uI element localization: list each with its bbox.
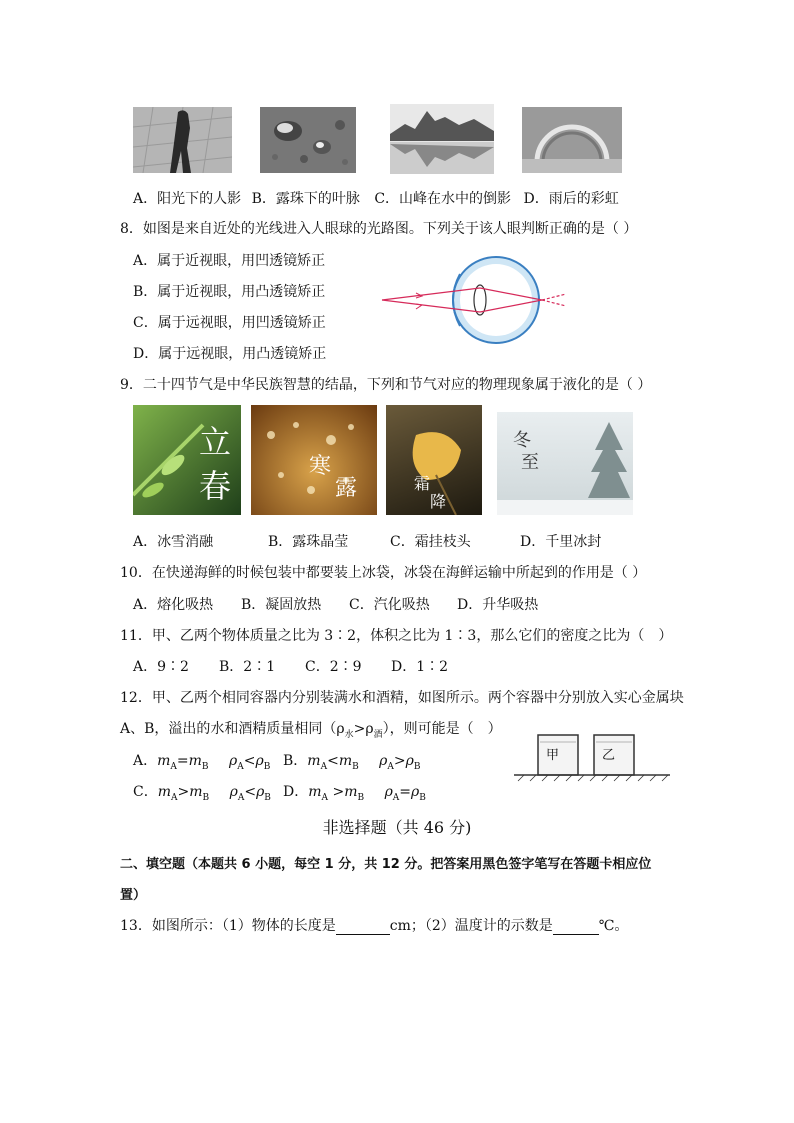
q8-option-c: C．属于远视眼，用凹透镜矫正 (133, 315, 326, 331)
lichun-char-2: 春 (199, 467, 232, 505)
q11-option-b: B．2∶1 (219, 659, 276, 675)
dongzhi-image (497, 412, 633, 515)
q12-option-a: A．$m_A=m_B$ $\rho_A<\rho_B$ (133, 753, 271, 772)
q8-option-b: B．属于近视眼，用凸透镜矫正 (133, 284, 326, 300)
q7-option-d: D．雨后的彩虹 (523, 191, 619, 207)
shadow-photo (133, 107, 232, 173)
q7-option-c: C．山峰在水中的倒影 (374, 191, 512, 207)
q9-option-d: D．千里冰封 (520, 534, 602, 550)
shuangjiang-char-1: 霜 (414, 474, 431, 493)
q11-option-a: A．9∶2 (133, 659, 189, 675)
q12-option-c: C．$m_A>m_B$ $\rho_A<\rho_B$ (133, 784, 271, 803)
lichun-char-1: 立 (199, 423, 232, 461)
q12-stem-line1: 12．甲、乙两个相同容器内分别装满水和酒精，如图所示。两个容器中分别放入实心金属块 (120, 690, 684, 706)
q10-option-a: A．熔化吸热 (133, 597, 214, 613)
container-jia-label: 甲 (546, 748, 560, 763)
q11-stem: 11．甲、乙两个物体质量之比为 3∶2，体积之比为 1∶3，那么它们的密度之比为（ ） (120, 628, 673, 644)
shuangjiang-char-2: 降 (430, 492, 447, 511)
q9-option-b: B．露珠晶莹 (268, 534, 349, 550)
q10-option-c: C．汽化吸热 (349, 597, 430, 613)
q8-option-d: D．属于远视眼，用凸透镜矫正 (133, 346, 327, 362)
q13-blank-1[interactable] (336, 920, 390, 935)
section-heading-line1: 二、填空题（本题共 6 小题，每空 1 分，共 12 分。把答案用黑色签字笔写在答题卡相应位 (120, 857, 652, 872)
eyeball-diagram (376, 252, 576, 348)
q9-stem: 9．二十四节气是中华民族智慧的结晶，下列和节气对应的物理现象属于液化的是（ ） (120, 377, 652, 393)
section-title: 非选择题（共 46 分) (322, 818, 472, 837)
containers-diagram (512, 730, 672, 782)
q13-stem: 13．如图所示：（1）物体的长度是 cm；（2）温度计的示数是 ℃。 (120, 918, 629, 934)
q7-option-a: A．阳光下的人影 (133, 191, 242, 207)
lichun-image (133, 405, 241, 515)
mountain-reflection-photo (390, 104, 494, 174)
section-heading-line2: 置） (120, 888, 147, 903)
shuangjiang-image (386, 405, 482, 515)
q13-blank-2[interactable] (553, 920, 599, 935)
q10-option-b: B．凝固放热 (241, 597, 322, 613)
rainbow-photo (522, 107, 622, 173)
q12-option-d: D．$m_A >m_B$ $\rho_A=\rho_B$ (283, 784, 426, 803)
dew-leaf-photo (260, 107, 356, 173)
q11-option-c: C．2∶9 (305, 659, 362, 675)
hanlu-char-1: 寒 (309, 454, 332, 479)
q9-option-a: A．冰雪消融 (133, 534, 214, 550)
q8-option-a: A．属于近视眼，用凹透镜矫正 (133, 253, 326, 269)
q10-stem: 10．在快递海鲜的时候包装中都要装上冰袋，冰袋在海鲜运输中所起到的作用是（ ） (120, 565, 647, 581)
q12-option-b: B．$m_A<m_B$ $\rho_A>\rho_B$ (283, 753, 421, 772)
hanlu-char-2: 露 (335, 476, 358, 501)
q8-stem: 8．如图是来自近处的光线进入人眼球的光路图。下列关于该人眼判断正确的是（ ） (120, 221, 638, 237)
q10-option-d: D．升华吸热 (457, 597, 539, 613)
q9-option-c: C．霜挂枝头 (390, 534, 471, 550)
q11-option-d: D．1∶2 (391, 659, 449, 675)
q7-option-b: B．露珠下的叶脉 (251, 191, 360, 207)
hanlu-image (251, 405, 377, 515)
q12-stem-line2: A、B，溢出的水和酒精质量相同$(\rho_水>\rho_酒)$，则可能是（ ） (120, 721, 502, 740)
dongzhi-char-2: 至 (521, 452, 539, 473)
container-yi-label: 乙 (602, 748, 616, 763)
dongzhi-char-1: 冬 (513, 430, 531, 451)
